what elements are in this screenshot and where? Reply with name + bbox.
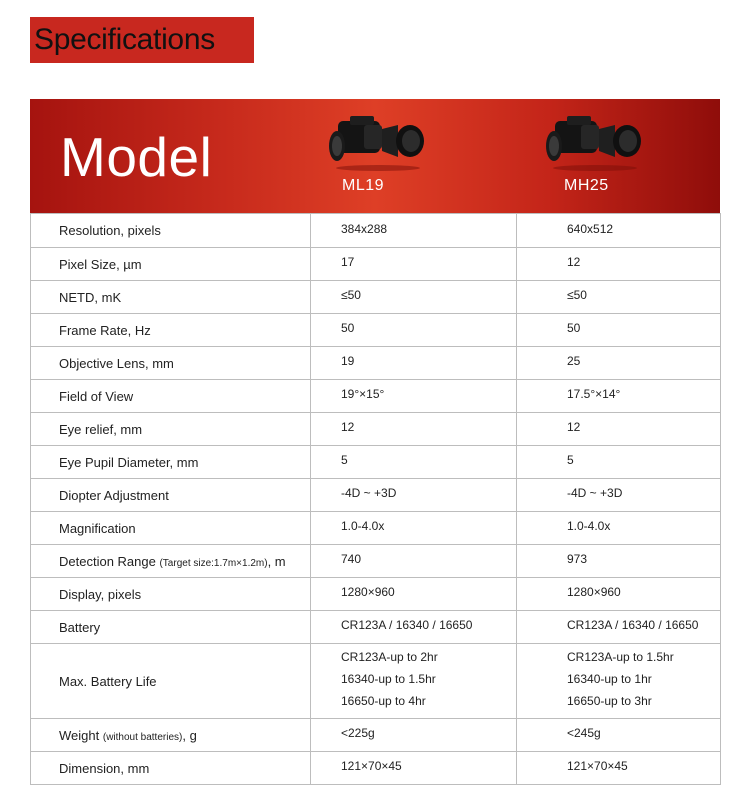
spec-label [31,611,311,644]
spec-label [31,214,311,248]
spec-label-unit: , g [182,727,197,743]
mh25-device-image [545,115,645,171]
spec-value-line: CR123A-up to 1.5hr [567,650,674,664]
spec-label-text: Pixel Size, µm [59,256,142,272]
table-row [31,545,721,578]
spec-label [31,380,311,413]
table-row [31,347,721,380]
spec-value-ml19: 12 [311,413,517,446]
spec-label-text: Frame Rate, Hz [59,322,151,338]
table-row [31,752,721,785]
spec-value-ml19: 384x288 [311,214,517,248]
spec-label [31,578,311,611]
spec-label [31,248,311,281]
spec-label-text: Objective Lens, mm [59,355,174,371]
spec-label [31,479,311,512]
spec-value-line: 16340-up to 1hr [567,672,652,686]
spec-value-mh25: -4D ~ +3D [517,479,721,512]
spec-value-mh25: 1280×960 [517,578,721,611]
spec-label-text: Diopter Adjustment [59,487,169,503]
spec-value-line: 16650-up to 4hr [341,694,426,708]
spec-value-line: 16650-up to 3hr [567,694,652,708]
spec-value-ml19: -4D ~ +3D [311,479,517,512]
spec-label-text: Resolution, pixels [59,223,161,238]
table-row [31,644,721,719]
table-row [31,314,721,347]
spec-value-ml19: 740 [311,545,517,578]
spec-value-mh25: 50 [517,314,721,347]
spec-label [31,413,311,446]
spec-value-line: 16340-up to 1.5hr [341,672,436,686]
table-row [31,512,721,545]
spec-value-mh25: <245g [517,719,721,752]
spec-table [30,99,720,785]
spec-value-mh25: 640x512 [517,214,721,248]
spec-value-ml19: 19°×15° [311,380,517,413]
spec-label-text: Field of View [59,388,134,404]
spec-value-ml19: ≤50 [311,281,517,314]
spec-label [31,512,311,545]
spec-value-mh25: 1.0-4.0x [517,512,721,545]
spec-value-ml19: 121×70×45 [311,752,517,785]
spec-label-note: (Target size:1.7m×1.2m) [159,557,268,569]
spec-value-ml19: 19 [311,347,517,380]
spec-label [31,719,311,752]
spec-label-text: Eye relief, mm [59,421,143,437]
table-row [31,611,721,644]
table-row [31,719,721,752]
spec-value-ml19: <225g [311,719,517,752]
spec-value-mh25: ≤50 [517,281,721,314]
spec-label-text: Magnification [59,520,136,536]
spec-value-ml19 [311,644,517,719]
table-row [31,578,721,611]
spec-value-ml19: 17 [311,248,517,281]
spec-label-text: Dimension, mm [59,760,150,776]
spec-value-mh25 [517,644,721,719]
spec-value-mh25: 973 [517,545,721,578]
spec-label-unit: , m [267,553,286,569]
spec-label-text: NETD, mK [59,289,122,305]
spec-label [31,446,311,479]
spec-label [31,314,311,347]
spec-value-mh25: 12 [517,413,721,446]
spec-value-ml19: 50 [311,314,517,347]
spec-value-ml19: 1280×960 [311,578,517,611]
spec-value-mh25: CR123A / 16340 / 16650 [517,611,721,644]
table-row [31,413,721,446]
spec-label-note: (without batteries) [102,731,183,743]
spec-value-line: CR123A-up to 2hr [341,650,438,664]
spec-label [31,752,311,785]
spec-value-mh25: 121×70×45 [517,752,721,785]
table-row [31,380,721,413]
spec-value-ml19: 1.0-4.0x [311,512,517,545]
spec-label-text: Display, pixels [59,586,142,602]
spec-label [31,644,311,719]
spec-label-text: Eye Pupil Diameter, mm [59,454,199,470]
spec-label-text: Battery [59,619,101,635]
spec-value-mh25: 17.5°×14° [517,380,721,413]
spec-value-mh25: 25 [517,347,721,380]
spec-label-text: Weight [59,727,100,743]
table-row [31,248,721,281]
page-title: Specifications [30,17,254,63]
spec-label-text: Detection Range [59,553,156,569]
model-name-mh25: MH25 [564,177,609,194]
spec-label [31,347,311,380]
model-name-ml19: ML19 [342,177,385,194]
ml19-device-image [328,115,428,171]
spec-label [31,281,311,314]
spec-value-mh25: 12 [517,248,721,281]
table-row [31,214,721,248]
table-row [31,281,721,314]
spec-value-mh25: 5 [517,446,721,479]
spec-label [31,545,311,578]
spec-label-text: Max. Battery Life [59,673,157,689]
table-header-banner [30,99,720,213]
spec-rows [30,213,721,785]
table-row [31,446,721,479]
model-heading: Model [60,126,213,188]
spec-value-ml19: 5 [311,446,517,479]
spec-value-ml19: CR123A / 16340 / 16650 [311,611,517,644]
table-row [31,479,721,512]
